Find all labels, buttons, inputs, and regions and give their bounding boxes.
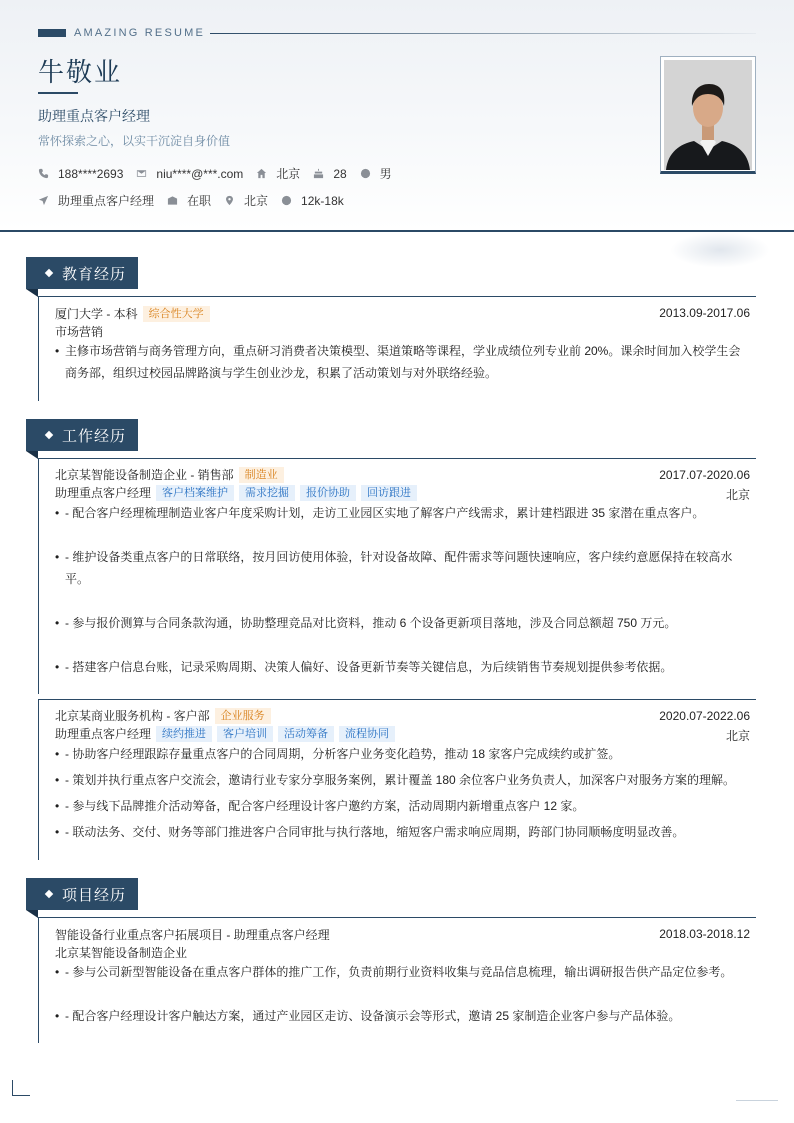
company-name: 北京某智能设备制造企业 - 销售部	[55, 468, 234, 482]
industry-tag: 制造业	[239, 467, 284, 483]
name-underline	[38, 92, 78, 94]
status-icon	[167, 195, 178, 206]
mail-icon	[136, 168, 147, 179]
project-entry	[38, 917, 756, 1043]
location-text: 北京	[244, 194, 269, 208]
entry-date: 2017.07-2020.06	[659, 468, 750, 482]
status-item	[167, 192, 211, 209]
location-icon	[224, 195, 235, 206]
target-job-text: 助理重点客户经理	[58, 194, 155, 208]
entry-header	[55, 707, 750, 724]
section-title-text: 教育经历	[62, 265, 127, 283]
corner-decoration	[736, 1100, 778, 1101]
skill-tag: 活动筹备	[278, 726, 334, 742]
industry-tag: 企业服务	[215, 708, 271, 724]
skill-tag: 客户档案维护	[156, 485, 234, 501]
skill-tag: 客户培训	[217, 726, 273, 742]
project-name: 智能设备行业重点客户拓展项目 - 助理重点客户经理	[55, 928, 330, 942]
bullet-item: • - 联动法务、交付、财务等部门推进客户合同审批与执行落地，缩短客户需求响应周期，跨部门协同顺畅度明显改善。	[55, 821, 746, 843]
contact-row	[38, 165, 405, 182]
company-name: 北京某商业服务机构 - 客户部	[55, 709, 210, 723]
decorative-shadow	[670, 232, 770, 268]
salary-item	[281, 194, 344, 208]
email-text: niu****@***.com	[156, 166, 244, 181]
diamond-icon	[45, 269, 53, 277]
section-title-text: 项目经历	[62, 886, 127, 904]
bullet-item: • 主修市场营销与商务管理方向，重点研习消费者决策模型、渠道策略等课程，学业成绩位列专业前 20%。课余时间加入校学生会商务部，组织过校园品牌路演与学生创业沙龙，积累了活动策划与对外联络经验。	[55, 340, 746, 384]
project-org-text: 北京某智能设备制造企业	[55, 946, 188, 960]
age-text: 28	[333, 166, 347, 181]
profile-photo-frame	[660, 56, 756, 174]
entry-city: 北京	[725, 729, 750, 743]
resume-header	[0, 0, 794, 232]
role-line	[55, 725, 750, 742]
phone-item	[38, 167, 123, 181]
entry-header	[55, 926, 750, 943]
cake-icon	[313, 168, 324, 179]
age-item	[313, 167, 346, 181]
entry-city: 北京	[725, 488, 750, 502]
skill-tag: 需求挖掘	[239, 485, 295, 501]
diamond-icon	[45, 890, 53, 898]
entry-date: 2020.07-2022.06	[659, 709, 750, 723]
school-tag: 综合性大学	[143, 306, 210, 322]
project-org	[55, 944, 750, 961]
brand-label: AMAZING RESUME	[74, 27, 206, 39]
location-item	[224, 192, 268, 209]
target-job-item	[38, 192, 154, 209]
work-entry	[38, 699, 756, 860]
status-text: 在职	[187, 194, 212, 208]
job-title: 助理重点客户经理	[38, 108, 150, 124]
bullet-item: • - 配合客户经理设计客户触达方案，通过产业园区走访、设备演示会等形式，邀请 25 家制造企业客户参与产品体验。	[55, 1005, 746, 1027]
entry-header	[55, 466, 750, 483]
bullet-item: • - 参与公司新型智能设备在重点客户群体的推广工作，负责前期行业资料收集与竞品信息梳理，输出调研报告供产品定位参考。	[55, 961, 746, 983]
major	[55, 323, 750, 340]
gender-item	[360, 165, 392, 182]
profile-photo	[664, 60, 752, 170]
section-title-projects	[26, 878, 138, 910]
skill-tag: 报价协助	[300, 485, 356, 501]
gender-text: 男	[379, 167, 392, 181]
home-icon	[256, 168, 267, 179]
person-portrait-icon	[664, 60, 752, 170]
skill-tag: 续约推进	[156, 726, 212, 742]
role-text: 助理重点客户经理	[55, 486, 152, 500]
salary-icon	[281, 195, 292, 206]
send-icon	[38, 195, 49, 206]
brand-bar	[38, 29, 66, 37]
brand-divider	[210, 33, 756, 34]
bullet-item: • - 搭建客户信息台账，记录采购周期、决策人偏好、设备更新节奏等关键信息，为后续销售节奏规划提供参考依据。	[55, 656, 746, 678]
role-text: 助理重点客户经理	[55, 727, 152, 741]
bullet-item: • - 配合客户经理梳理制造业客户年度采购计划，走访工业园区实地了解客户产线需求，累计建档跟进 35 家潜在重点客户。	[55, 502, 746, 524]
candidate-name: 牛敬业	[38, 57, 123, 87]
entry-date: 2018.03-2018.12	[659, 927, 750, 941]
bullet-item: • - 协助客户经理跟踪存量重点客户的合同周期，分析客户业务变化趋势，推动 18 家客户完成续约或扩签。	[55, 743, 746, 765]
bullet-item: • - 参与线下品牌推介活动筹备，配合客户经理设计客户邀约方案，活动周期内新增重点客户 12 家。	[55, 795, 746, 817]
section-title-education	[26, 257, 138, 289]
school-name: 厦门大学 - 本科	[55, 307, 138, 321]
phone-icon	[38, 168, 49, 179]
skill-tag: 回访跟进	[361, 485, 417, 501]
bullet-item: • - 参与报价测算与合同条款沟通，协助整理竞品对比资料，推动 6 个设备更新项目落地，涉及合同总额超 750 万元。	[55, 612, 746, 634]
corner-decoration	[12, 1080, 30, 1096]
major-text: 市场营销	[55, 325, 104, 339]
entry-date: 2013.09-2017.06	[659, 306, 750, 320]
salary-text: 12k-18k	[301, 193, 344, 208]
email-item	[136, 167, 243, 181]
diamond-icon	[45, 431, 53, 439]
tagline: 常怀探索之心，以实干沉淀自身价值	[38, 134, 231, 148]
section-title-work	[26, 419, 138, 451]
bullet-item: • - 策划并执行重点客户交流会，邀请行业专家分享服务案例，累计覆盖 180 余位客户业务负责人，加深客户对服务方案的理解。	[55, 769, 746, 791]
phone-text: 188****2693	[58, 166, 124, 181]
skill-tag: 流程协同	[339, 726, 395, 742]
home-item	[256, 165, 300, 182]
gender-icon	[360, 168, 371, 179]
section-title-text: 工作经历	[62, 427, 127, 445]
intent-row	[38, 192, 357, 209]
education-entry	[38, 296, 756, 401]
entry-header	[55, 305, 750, 322]
home-text: 北京	[276, 167, 301, 181]
bullet-item: • - 维护设备类重点客户的日常联络，按月回访使用体验，针对设备故障、配件需求等问题快速响应，客户续约意愿保持在较高水平。	[55, 546, 746, 590]
work-entry	[38, 458, 756, 694]
role-line	[55, 484, 750, 501]
